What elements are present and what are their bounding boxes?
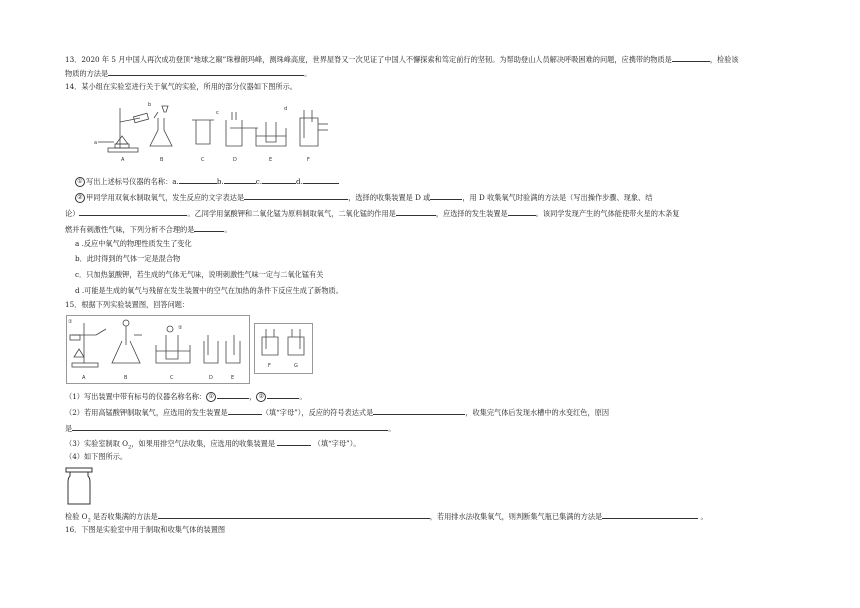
q15-blank-symbol-expression[interactable] — [373, 406, 465, 415]
q15-p5-c: ，若用排水法收集氧气，则判断集气瓶已集满的方法是 — [429, 512, 603, 521]
q15-p5-end: 。 — [700, 512, 708, 521]
q14-sub2-line2-c: ，应选择的发生装置是 — [435, 209, 508, 218]
q14-label-b: b — [148, 102, 152, 108]
q14-sub2-c: ，用 D 收集氧气时验满的方法是（写出操作步骤、现象、结 — [462, 193, 653, 202]
q15-p1-text: （1）写出装置中带有标号的仪器名称名称： — [65, 392, 207, 401]
q15-blank-reason[interactable] — [72, 422, 388, 431]
q14-sub1-d: d. — [296, 177, 303, 186]
q14-option-d: d .可能是生成的氧气与残留在发生装置中的空气在加热的条件下反应生成了新物质。 — [75, 286, 343, 295]
q14-option-b: b．此时得到的气体一定是混合物 — [75, 254, 181, 263]
q15-apparatus-figure — [66, 315, 316, 385]
q15-p2-line2 — [65, 422, 395, 434]
q14-sub1-b: b. — [216, 177, 224, 186]
q15-label-circle2: ② — [178, 325, 183, 331]
q15-blank-instrument1[interactable] — [217, 390, 249, 399]
q13-method-label: 物质的方法是 — [65, 69, 109, 78]
q15-p2-a: （2）若用高锰酸钾制取氧气，应选用的发生装置是 — [65, 408, 228, 417]
q14-sub2-a: 甲同学用双氧水制取氧气，发生反应的文字表达是 — [86, 193, 245, 202]
q15-p2-b: （填“字母”），反应的符号表达式是 — [261, 408, 374, 417]
q13-text: 13．2020 年 5 月中国人再次成功登顶“地球之巅”珠穆朗玛峰，测珠峰高度，世界屋脊又一次见证了中国人不懈探索和笃定前行的坚韧。为帮助登山人员解决呼吸困难的问题，应携带的物质是 — [65, 55, 672, 64]
q14-sub2-line3-end: 。 — [224, 225, 232, 234]
q14-sub2-line3 — [65, 223, 232, 235]
q15-label-G: G — [294, 363, 298, 369]
q14-blank-a[interactable] — [179, 175, 217, 184]
q14-blank-device[interactable] — [508, 207, 536, 216]
q14-blank-collect[interactable] — [430, 191, 462, 200]
q15-gas-bottle-figure — [64, 466, 94, 508]
q15-blank-check-full[interactable] — [158, 510, 430, 519]
q15-p5 — [65, 510, 708, 525]
q14-blank-check[interactable] — [79, 207, 187, 216]
q14-label-E: E — [269, 157, 273, 163]
q15-p2-c: ，收集完气体后发现水槽中的水变红色，原因 — [465, 408, 610, 417]
q15-blank-air-collect[interactable] — [277, 437, 311, 446]
q14-label-F: F — [307, 157, 310, 163]
q14-sub2-line1 — [75, 191, 652, 203]
q15-label-F: F — [268, 363, 271, 369]
q15-p1-end: 。 — [299, 392, 307, 401]
q15-label-B: B — [124, 375, 128, 381]
q14-sub1 — [75, 175, 339, 187]
q13-period: 。 — [304, 69, 312, 78]
q15-p3-subscript: 2 — [128, 444, 132, 451]
q15-p5-b: 是否收集满的方法是 — [90, 512, 158, 521]
q13-blank-method[interactable] — [108, 67, 304, 76]
q14-label-C: C — [201, 157, 205, 163]
q15-p5-a: 检验 O — [65, 512, 88, 521]
q15-blank-water-full[interactable] — [602, 510, 698, 519]
q15-p1-marker1: ① — [206, 392, 216, 402]
q15-p3 — [65, 437, 361, 452]
q14-sub1-c: c. — [255, 177, 263, 186]
q14-blank-c[interactable] — [262, 175, 296, 184]
q14-label-D: D — [233, 157, 237, 163]
q13-blank-substance[interactable] — [672, 53, 710, 62]
q14-blank-mno2-role[interactable] — [396, 207, 436, 216]
q14-sub1-marker: ① — [75, 177, 85, 187]
q14-apparatus-figure — [88, 98, 338, 164]
q15-apparatus-svg — [66, 315, 316, 385]
gas-bottle-icon — [64, 466, 94, 508]
q16-intro: 16．下图是实验室中用于制取和收集气体的装置图 — [65, 525, 226, 534]
q15-label-A: A — [82, 375, 86, 381]
q15-p4: （4）如下图所示。 — [65, 452, 128, 461]
q15-blank-instrument2[interactable] — [267, 390, 299, 399]
q15-label-E: E — [231, 375, 235, 381]
q14-sub2-line2 — [65, 207, 680, 219]
q15-p2-line1 — [65, 406, 609, 418]
q14-sub2-line3-text: 燃并有刺激性气味，下列分析不合理的是 — [65, 225, 195, 234]
q14-label-A: A — [121, 157, 125, 163]
q14-sub2-line2-b: 。乙同学用氯酸钾和二氧化锰为原料制取氧气，二氧化锰的作用是 — [187, 209, 396, 218]
q15-label-D: D — [209, 375, 213, 381]
q15-label-C: C — [170, 375, 174, 381]
q15-p1-marker2: ② — [256, 392, 266, 402]
q14-intro: 14．某小组在实验室进行关于氧气的实验，所用的部分仪器如下图所示。 — [65, 82, 297, 91]
q13-line2 — [65, 67, 311, 79]
q15-p5-subscript: 2 — [87, 517, 91, 524]
q14-option-a: a .反应中氧气的物理性质发生了变化 — [75, 239, 192, 248]
q14-blank-analysis[interactable] — [194, 223, 224, 232]
q15-p1: （1）写出装置中带有标号的仪器名称名称： ① ， ② 。 — [65, 392, 307, 401]
q15-p3-c: （填“字母”）。 — [313, 439, 361, 448]
q14-apparatus-svg — [88, 98, 338, 164]
q14-blank-b[interactable] — [224, 175, 256, 184]
q15-label-circle1: ① — [68, 319, 73, 325]
q13-text-end: ，检验该 — [709, 55, 739, 64]
q14-option-c: c．只加热氯酸钾，若生成的气体无气味，说明刺激性气味一定与二氧化锰有关 — [75, 270, 324, 279]
q15-p2-line2-end: 。 — [388, 424, 396, 433]
q14-blank-d[interactable] — [303, 175, 339, 184]
q14-label-c: c — [216, 110, 219, 116]
q15-p2-line2-label: 是 — [65, 424, 73, 433]
q15-intro: 15．根据下列实验装置图，回答问题： — [65, 300, 190, 309]
q14-sub2-line2-a: 论） — [65, 209, 80, 218]
q14-sub2-line2-d: 。该同学发现产生的气体能使带火星的木条复 — [535, 209, 680, 218]
q14-label-d: d — [284, 106, 288, 112]
q14-blank-expression[interactable] — [244, 191, 348, 200]
q15-p3-b: ，如果用排空气法收集，应选用的收集装置是 — [131, 439, 276, 448]
q14-label-a: a — [94, 140, 98, 146]
q14-sub2-b: ，选择的收集装置是 D 或 — [348, 193, 431, 202]
q15-blank-kmno4-device[interactable] — [228, 406, 262, 415]
q13-line1 — [65, 53, 739, 65]
q14-label-B: B — [160, 157, 164, 163]
q14-sub1-text: 写出上述标号仪器的名称：a. — [86, 177, 179, 186]
q15-p3-a: （3）实验室制取 O — [65, 439, 129, 448]
q14-sub2-marker: ② — [75, 193, 85, 203]
